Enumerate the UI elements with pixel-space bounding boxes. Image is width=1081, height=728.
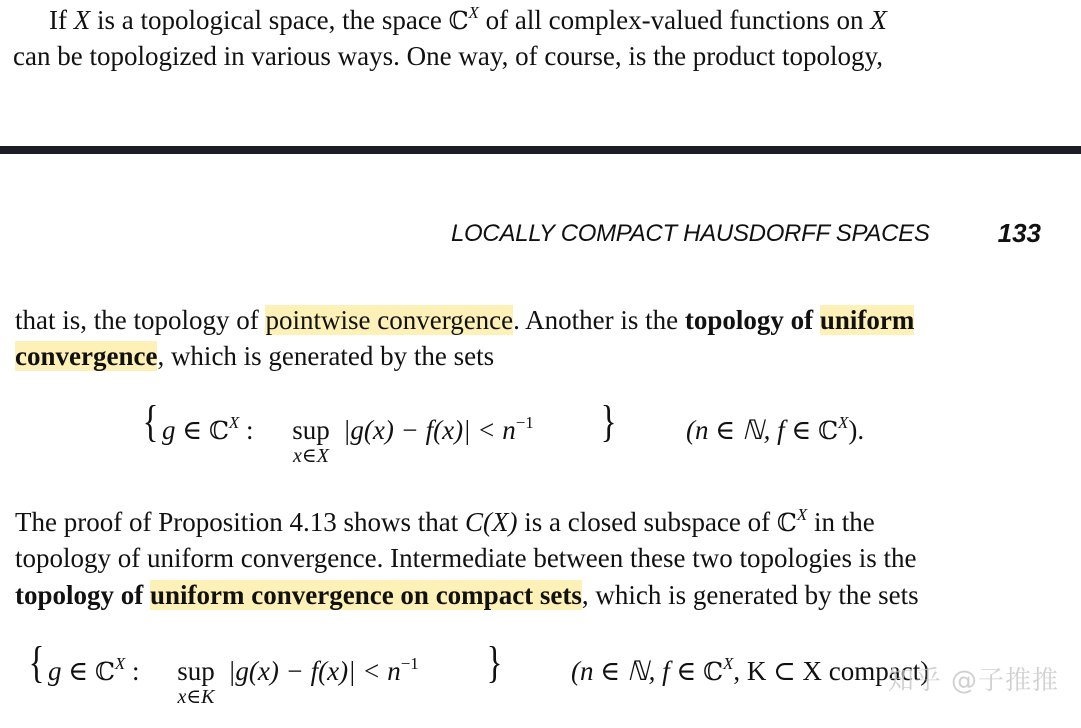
running-header: [451, 218, 1041, 252]
highlight-uniform-convergence-on-compact-sets: uniform convergence on compact sets: [150, 580, 582, 610]
paragraph-2-line-3: topology of uniform convergence on compact sets, which is generated by the sets: [15, 580, 919, 610]
eq1-right-brace: }: [600, 397, 617, 446]
eq2-sup-operator: sup x∈K: [177, 656, 215, 708]
eq2-body: $|g(x) - f(x)| < n^{-1}$: [228, 654, 419, 686]
eq2-condition: (n ∈ ℕ, f ∈ ℂ$^X$, K ⊂ X compact): [571, 654, 930, 686]
paragraph-2-line-2: topology of uniform convergence. Intermediate between these two topologies is the: [15, 543, 917, 573]
page-separator: [0, 146, 1081, 154]
page-number: 133: [997, 218, 1041, 248]
paragraph-1-line-2: convergence, which is generated by the sets: [15, 341, 495, 371]
eq1-set-head: g ∈ ℂ$^X$ :: [162, 413, 254, 445]
header-title: LOCALLY COMPACT HAUSDORFF SPACES: [451, 220, 930, 247]
eq2-set-head: g ∈ ℂ$^X$ :: [48, 654, 140, 686]
top-paragraph-line-2: can be topologized in various ways. One way, of course, is the product topology,: [13, 41, 884, 71]
highlight-uniform: uniform: [819, 305, 915, 335]
eq1-body: $|g(x) - f(x)| < n^{-1}$: [343, 413, 534, 445]
highlight-convergence: convergence: [15, 341, 158, 371]
eq1-left-brace: {: [142, 397, 159, 446]
highlight-pointwise-convergence: pointwise convergence: [265, 305, 514, 335]
eq1-sup-operator: sup x∈X: [292, 415, 330, 467]
watermark: 知乎 @子推推: [887, 666, 1059, 696]
top-paragraph-line-1: If X is a topological space, the space ℂ$^X$ of all complex-valued functions on X: [49, 3, 887, 35]
eq1-condition: (n ∈ ℕ, f ∈ ℂ$^X$).: [686, 413, 865, 445]
paragraph-1-line-1: that is, the topology of pointwise convergence. Another is the topology of uniform: [15, 305, 915, 335]
eq2-right-brace: }: [486, 638, 503, 687]
eq2-left-brace: {: [28, 638, 45, 687]
paragraph-2-line-1: The proof of Proposition 4.13 shows that C(X) is a closed subspace of ℂ$^X$ in the: [15, 505, 875, 537]
